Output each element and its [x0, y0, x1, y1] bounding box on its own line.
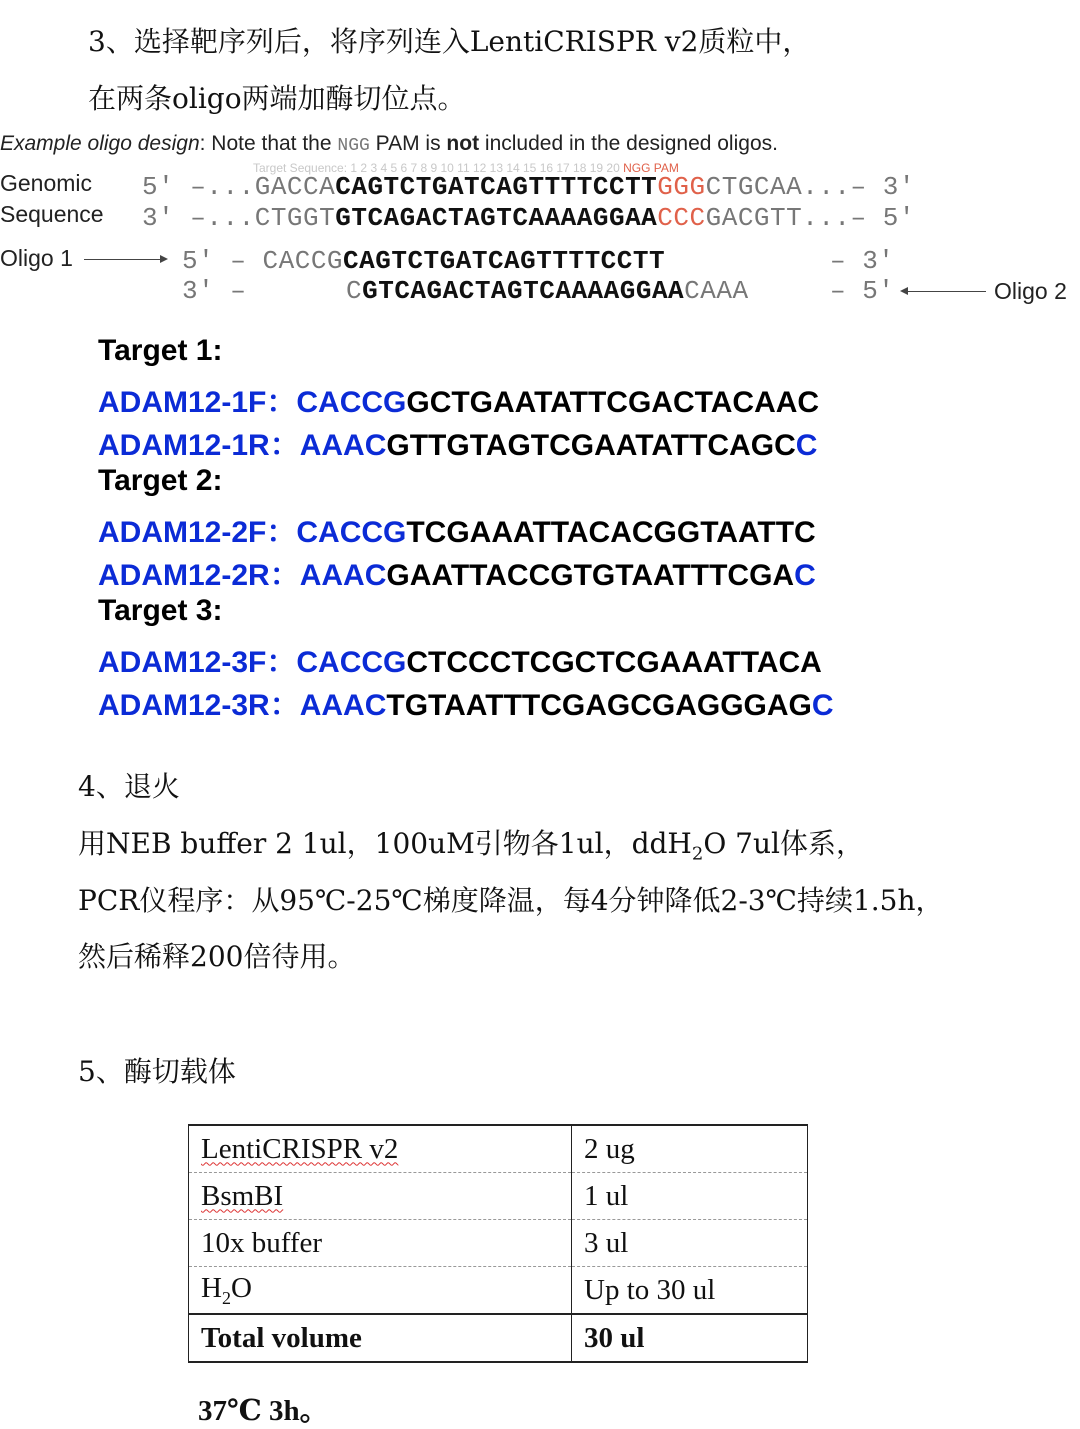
reagent-amount: Up to 30 ul	[572, 1267, 808, 1315]
primer-seq: CTCCCTCGCTCGAAATTACA	[406, 646, 822, 679]
step4-line2: PCR仪程序：从95℃-25℃梯度降温，每4分钟降低2-3℃持续1.5h，	[78, 884, 944, 917]
bottom-strand	[142, 203, 915, 233]
primer-adapter: CACCG	[296, 386, 407, 419]
total-value: 30 ul	[572, 1314, 808, 1362]
h2o-sub: 2	[221, 1287, 231, 1308]
step4-title: 4、退火	[78, 770, 180, 803]
oligo2-label: Oligo 2	[994, 278, 1067, 304]
caption-italic: Example oligo design	[0, 132, 200, 155]
oligo1-prefix: 5′ – CACCG	[182, 246, 344, 276]
primer-adapter: AAAC	[299, 689, 387, 722]
primer-adapter: CACCG	[296, 516, 407, 549]
primer-adapter: AAAC	[299, 559, 387, 592]
primer-name: ADAM12-2F：	[98, 516, 297, 549]
oligo1-target: CAGTCTGATCAGTTTTCCTT	[343, 246, 666, 276]
bottom-strand-prefix: 3′ –...CTGGT	[142, 203, 336, 233]
incubation-note: 37℃ 3h。	[198, 1395, 329, 1427]
oligo2-start: 3′ –	[182, 276, 247, 306]
caption-end: included in the designed oligos.	[479, 132, 778, 155]
primer-seq: GAATTACCGTGTAATTTCGA	[386, 559, 795, 592]
oligo1-end: – 3′	[830, 246, 895, 276]
oligo2-c: C	[346, 276, 363, 306]
oligo2-arrow-line	[908, 291, 986, 292]
reagent-name	[189, 1125, 572, 1173]
primer-end: C	[811, 689, 834, 722]
oligo1-arrow-line	[84, 259, 160, 260]
primer-name: ADAM12-1R：	[98, 429, 300, 462]
oligo1-label: Oligo 1	[0, 245, 73, 271]
figure-caption	[0, 132, 778, 156]
oligo2-sequence	[346, 276, 749, 306]
h2o-h: H	[201, 1271, 222, 1304]
step3-line1: 3、选择靶序列后，将序列连入LentiCRISPR v2质粒中，	[88, 25, 811, 58]
bottom-strand-suffix: GACGTT...– 5′	[705, 203, 915, 233]
primer-2f	[98, 507, 816, 551]
genomic-label: Genomic	[0, 170, 93, 196]
reagent-amount: 2 ug	[572, 1125, 808, 1173]
top-strand	[142, 172, 915, 202]
primer-name: ADAM12-1F：	[98, 386, 297, 419]
reagent-amount	[572, 1173, 808, 1220]
reagent-name: 10x buffer	[189, 1220, 572, 1267]
bottom-strand-pam: CCC	[657, 203, 706, 233]
table-total-row	[189, 1314, 808, 1362]
top-strand-suffix: CTGCAA...– 3′	[705, 172, 915, 202]
primer-name: ADAM12-3R：	[98, 689, 300, 722]
primer-2r	[98, 550, 816, 594]
oligo-design-figure	[0, 128, 1080, 318]
h2o-o: O	[230, 1271, 252, 1304]
index-numbers: 1 2 3 4 5 6 7 8 9 10 11 12 13 14 15 16 17 18 19 20	[350, 161, 620, 175]
reagent-amount: 3 ul	[572, 1220, 808, 1267]
reagent-name-text: LentiCRISPR v2	[201, 1132, 399, 1165]
step3-line2: 在两条oligo两端加酶切位点。	[88, 82, 466, 115]
reagent-amount-text: 1 ul	[584, 1179, 629, 1212]
primer-name: ADAM12-3F：	[98, 646, 297, 679]
oligo2-target: GTCAGACTAGTCAAAAGGAA	[362, 276, 685, 306]
target-2-title: Target 2:	[98, 464, 223, 497]
step4-line1-sub: 2	[691, 843, 704, 865]
oligo1-sequence	[182, 246, 665, 276]
primer-adapter: AAAC	[299, 429, 387, 462]
primer-seq: GTTGTAGTCGAATATTCAGC	[386, 429, 796, 462]
reagent-name-text: BsmBI	[201, 1179, 284, 1212]
primer-seq: TCGAAATTACACGGTAATTC	[406, 516, 816, 549]
oligo2-end: – 5′	[830, 276, 895, 306]
table-row	[189, 1267, 808, 1315]
primer-name: ADAM12-2R：	[98, 559, 300, 592]
top-strand-pam: GGG	[657, 172, 706, 202]
step4-line1-b: O 7ul体系，	[703, 827, 864, 860]
target-3-title: Target 3:	[98, 594, 223, 627]
table-row	[189, 1220, 808, 1267]
target-1-title: Target 1:	[98, 334, 223, 367]
bottom-strand-target: GTCAGACTAGTCAAAAGGAA	[335, 203, 658, 233]
top-strand-prefix: 5′ –...GACCA	[142, 172, 336, 202]
oligo2-arrow-icon	[900, 287, 908, 295]
top-strand-target: CAGTCTGATCAGTTTTCCTT	[335, 172, 658, 202]
caption-not: not	[446, 132, 480, 155]
sequence-label: Sequence	[0, 201, 104, 227]
primer-end: C	[795, 429, 818, 462]
primer-adapter: CACCG	[296, 646, 407, 679]
digest-reaction-table	[188, 1124, 808, 1363]
oligo1-arrow-icon	[160, 255, 168, 263]
caption-ngg: NGG	[337, 136, 370, 156]
step4-line1-a: 用NEB buffer 2 1ul，100uM引物各1ul，ddH	[78, 827, 692, 860]
caption-mid: : Note that the	[199, 132, 338, 155]
primer-1f	[98, 377, 819, 421]
index-label: Target Sequence:	[253, 161, 348, 175]
primer-end: C	[794, 559, 816, 592]
primer-3r	[98, 680, 834, 724]
step5-title: 5、酶切载体	[78, 1055, 236, 1088]
primer-1r	[98, 420, 817, 464]
oligo2-tail: CAAA	[684, 276, 749, 306]
step4-line3: 然后稀释200倍待用。	[78, 940, 356, 973]
step4-line1	[78, 822, 864, 865]
primer-seq: TGTAATTTCGAGCGAGGGAG	[386, 689, 812, 722]
total-label: Total volume	[189, 1314, 572, 1362]
reagent-name	[189, 1173, 572, 1220]
reagent-name	[189, 1267, 572, 1315]
primer-3f	[98, 637, 822, 681]
primer-seq: GCTGAATATTCGACTACAAC	[406, 386, 820, 419]
index-pam: NGG PAM	[623, 161, 679, 175]
table-row	[189, 1173, 808, 1220]
caption-pam: PAM is	[369, 132, 447, 155]
table-row	[189, 1125, 808, 1173]
